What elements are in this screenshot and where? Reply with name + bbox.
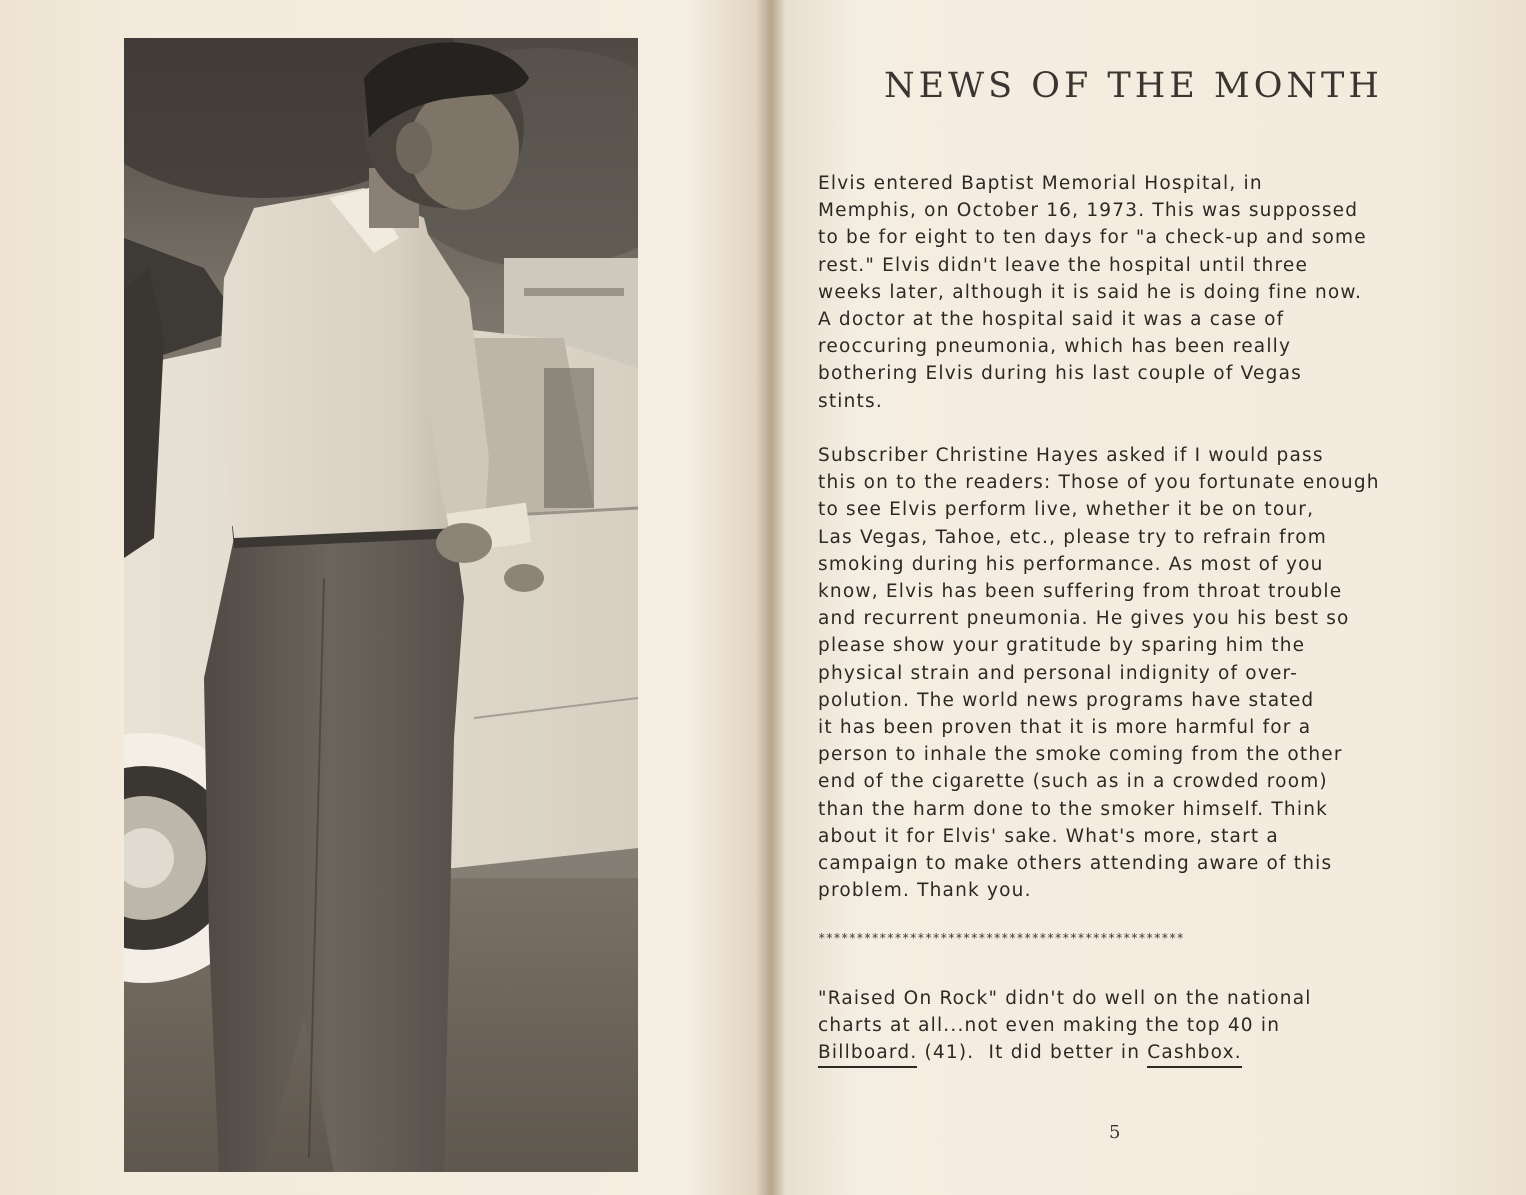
text-line: it has been proven that it is more harmful for a — [818, 717, 1312, 739]
billboard-underlined: Billboard. — [818, 1042, 917, 1068]
text-line: Las Vegas, Tahoe, etc., please try to refrain from — [818, 526, 1327, 548]
text-line: charts at all...not even making the top 40 in — [818, 1015, 1281, 1037]
paragraph-smoking-request — [818, 442, 1468, 904]
photograph — [124, 38, 638, 1172]
text-line: please show your gratitude by sparing him the — [818, 635, 1306, 657]
text-line — [818, 1039, 1468, 1066]
text-line: weeks later, although it is said he is doing fine now. — [818, 281, 1363, 303]
page-number: 5 — [1109, 1122, 1121, 1143]
text-line: bothering Elvis during his last couple of Vegas — [818, 363, 1302, 385]
text-line: stints. — [818, 390, 883, 412]
cashbox-underlined: Cashbox. — [1147, 1042, 1242, 1068]
text-line: this on to the readers: Those of you fortunate enough — [818, 472, 1380, 494]
text-line: to see Elvis perform live, whether it be on tour, — [818, 499, 1315, 521]
paragraph-hospital — [818, 170, 1468, 415]
text-line: problem. Thank you. — [818, 880, 1032, 902]
text-line: about it for Elvis' sake. What's more, start a — [818, 825, 1279, 847]
text-line: campaign to make others attending aware of this — [818, 853, 1333, 875]
text-line: physical strain and personal indignity of over- — [818, 662, 1299, 684]
text-line: polution. The world news programs have stated — [818, 689, 1315, 711]
text-line: Subscriber Christine Hayes asked if I would pass — [818, 445, 1324, 466]
photo-illustration — [124, 38, 638, 1172]
paragraph-raised-on-rock — [818, 985, 1468, 1067]
text-line: A doctor at the hospital said it was a case of — [818, 309, 1285, 331]
text-line: know, Elvis has been suffering from throat trouble — [818, 581, 1343, 603]
text-fragment: (41). It did better in — [917, 1042, 1148, 1064]
text-line: and recurrent pneumonia. He gives you his best so — [818, 608, 1350, 630]
show-through-text — [648, 80, 653, 108]
asterisk-separator: ************************************************ — [818, 930, 1185, 945]
text-line: than the harm done to the smoker himself. Think — [818, 798, 1329, 820]
text-line: reoccuring pneumonia, which has been really — [818, 336, 1292, 358]
text-line: end of the cigarette (such as in a crowded room) — [818, 771, 1328, 793]
page-title: NEWS OF THE MONTH — [884, 66, 1383, 106]
text-line: rest." Elvis didn't leave the hospital until three — [818, 254, 1309, 276]
text-line: Elvis entered Baptist Memorial Hospital, in — [818, 173, 1263, 194]
text-line: person to inhale the smoke coming from the other — [818, 744, 1343, 766]
text-line: smoking during his performance. As most of you — [818, 553, 1324, 575]
text-line: "Raised On Rock" didn't do well on the national — [818, 988, 1312, 1009]
text-line: Memphis, on October 16, 1973. This was suppossed — [818, 200, 1359, 222]
text-line: to be for eight to ten days for "a check-up and some — [818, 227, 1367, 249]
